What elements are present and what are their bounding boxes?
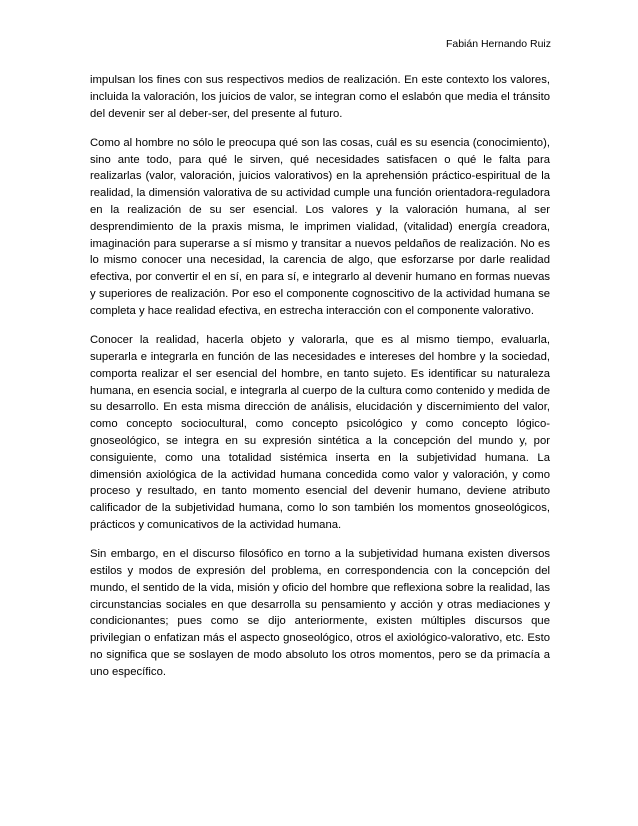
page-header-author: Fabián Hernando Ruiz	[445, 38, 551, 50]
document-body	[90, 72, 550, 693]
paragraph: Como al hombre no sólo le preocupa qué son las cosas, cuál es su esencia (conocimiento), sino ante todo, para qué le sirven, qué necesidades satisfacen o qué le falta para realizarlas (valor, valoración, juicios valorativos) en la aprehensión práctico-espiritual de la realidad, la dimensión valorativa de su actividad cumple una función orientadora-reguladora en la realización de su ser esencial. Los valores y la valoración humana, al ser desprendimiento de la praxis misma, le imprimen vialidad, (vitalidad) energía creadora, imaginación para superarse a sí mismo y transitar a nuevos peldaños de realización. No es lo mismo conocer una necesidad, la carencia de algo, que esforzarse por darle realidad efectiva, por convertir el en sí, en para sí, e integrarlo al devenir humano en formas nuevas y superiores de realización. Por eso el componente cognoscitivo de la actividad humana se completa y hace realidad efectiva, en estrecha interacción con el componente valorativo.	[90, 136, 550, 317]
paragraph: Sin embargo, en el discurso filosófico en torno a la subjetividad humana existen diversos estilos y modos de expresión del problema, en correspondencia con la concepción del mundo, el sentido de la vida, misión y oficio del hombre que reflexiona sobre la realidad, las circunstancias sociales en que desarrolla su pensamiento y acción y otras mediaciones y condicionantes; pues como se dijo anteriormente, existen múltiples discursos que privilegian o enfatizan más el aspecto gnoseológico, otros el axiológico-valorativo, etc. Esto no significa que se soslayen de modo absoluto los otros momentos, pero se da primacía a uno específico.	[90, 548, 550, 678]
paragraph: Conocer la realidad, hacerla objeto y valorarla, que es al mismo tiempo, evaluarla, superarla e integrarla en función de las necesidades e intereses del hombre y la sociedad, comporta realizar el ser esencial del hombre, en tanto sujeto. Es identificar su naturaleza humana, en esencia social, e integrarla al cuerpo de la cultura como contenido y medida de su desarrollo. En esta misma dirección de análisis, elucidación y discernimiento del valor, como concepto sociocultural, como concepto psicológico y como concepto lógico-gnoseológico, se integra en su expresión sintética a la concepción del mundo y, por consiguiente, como una totalidad sistémica inserta en la subjetividad humana. La dimensión axiológica de la actividad humana concedida como valor y valoración, y como proceso y resultado, en tanto momento esencial del devenir humano, deviene atributo calificador de la subjetividad humana, como lo son también los momentos gnoseológicos, prácticos y comunicativos de la actividad humana.	[90, 334, 550, 531]
paragraph: impulsan los fines con sus respectivos medios de realización. En este contexto los valores, incluida la valoración, los juicios de valor, se integran como el eslabón que media el tránsito del devenir ser al deber-ser, del presente al futuro.	[90, 74, 550, 120]
